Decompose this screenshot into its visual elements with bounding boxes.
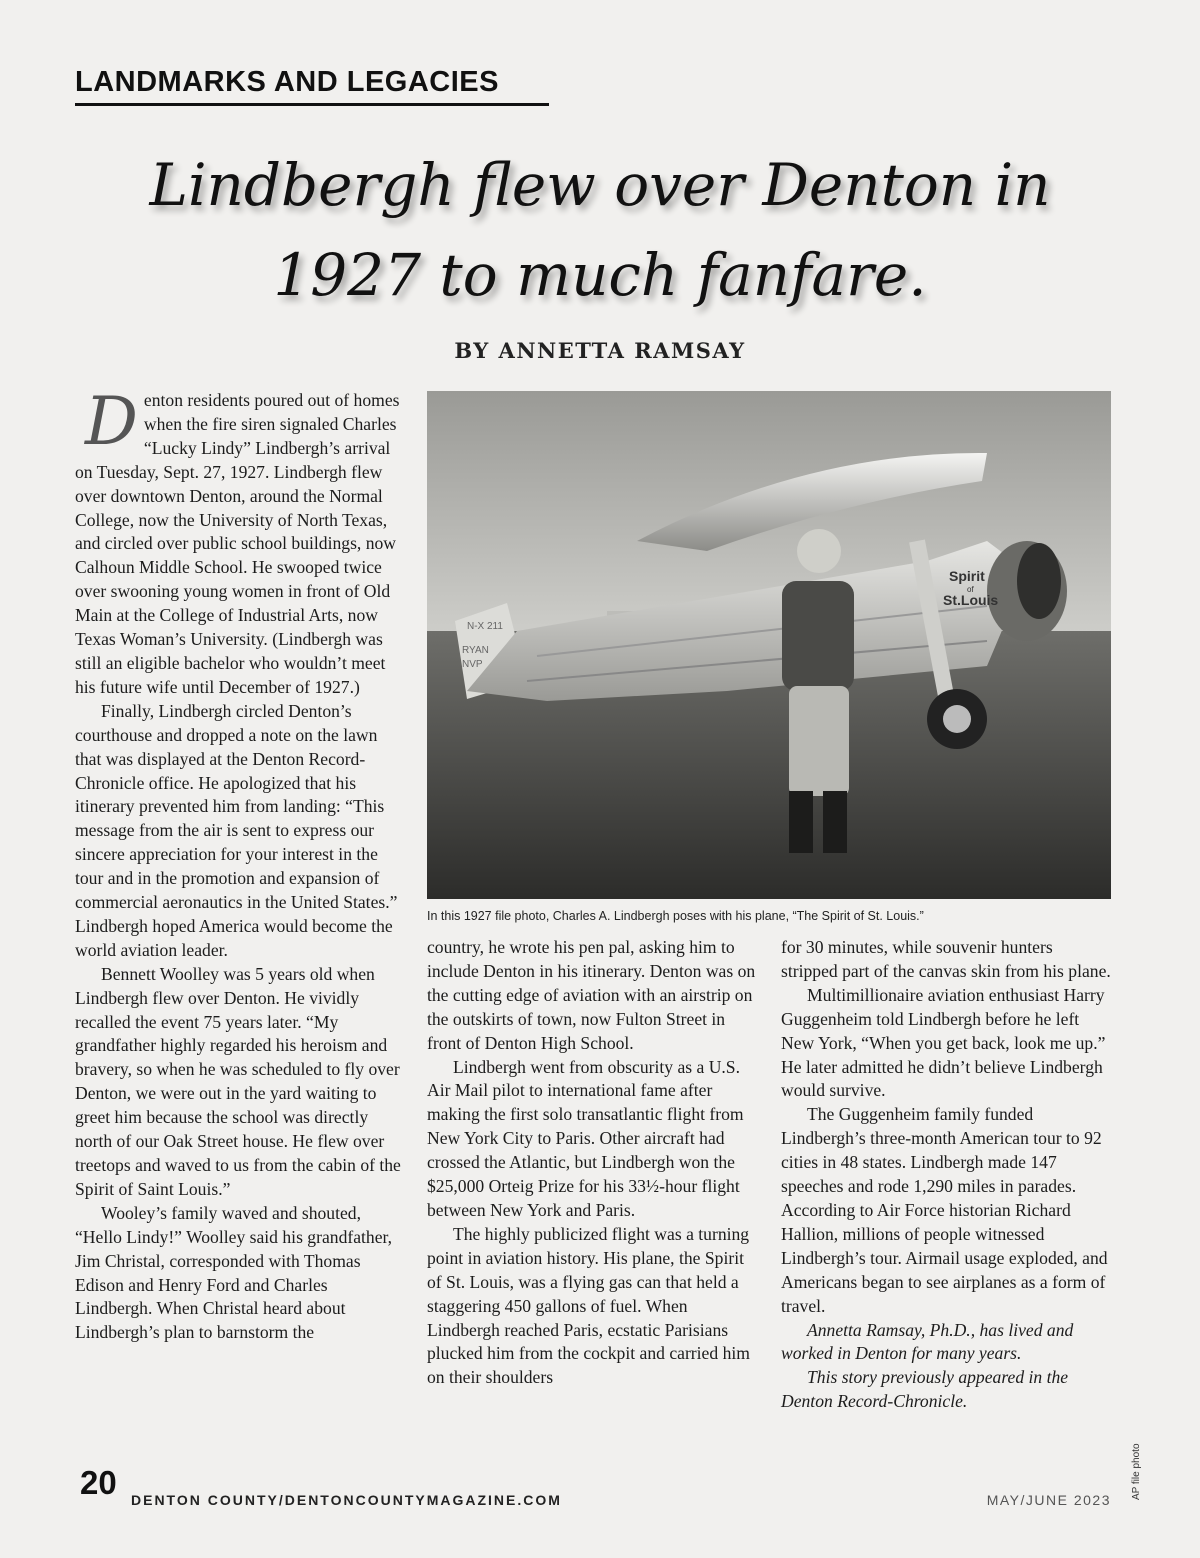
section-label: LANDMARKS AND LEGACIES bbox=[75, 66, 549, 106]
paragraph: Multimillionaire aviation enthusiast Harry Guggenheim told Lindbergh before he left New York, “When you get back, look me up.” He later admitted he didn’t believe Lindbergh would survive. bbox=[781, 984, 1106, 1101]
byline: BY ANNETTA RAMSAY bbox=[454, 338, 746, 363]
paragraph: Lindbergh went from obscurity as a U.S. Air Mail pilot to international fame after making the first solo transatlantic flight from New York City to Paris. Other aircraft had crossed the Atlantic, but Lindbergh won the $25,000 Orteig Prize for his 33½-hour flight between New York and Paris. bbox=[427, 1056, 744, 1220]
author-bio: Annetta Ramsay, Ph.D., has lived and worked in Denton for many years. bbox=[781, 1319, 1074, 1364]
paragraph: Finally, Lindbergh circled Denton’s courthouse and dropped a note on the lawn that was displayed at the Denton Record-Chronicle office. He apologized that his itinerary prevented him from landing: “This message from the air is sent to express our sincere appreciation for your interest in the tour and in the promotion and expansion of commercial aeronautics in the United States.” Lindbergh hoped America would become the world aviation leader. bbox=[75, 700, 398, 960]
photo-caption: In this 1927 file photo, Charles A. Lindbergh poses with his plane, “The Spirit of St. Louis.” bbox=[427, 909, 924, 923]
paragraph: The Guggenheim family funded Lindbergh’s three-month American tour to 92 cities in 48 states. Lindbergh made 147 speeches and rode 1,290 miles in parades. According to Air Force historian Richard Hallion, millions of people witnessed Lindbergh’s tour. Airmail usage exploded, and Americans began to see airplanes as a form of travel. bbox=[781, 1104, 1108, 1316]
headline-line-1: Lindbergh flew over Denton in bbox=[149, 151, 1051, 219]
reprint-note: This story previously appeared in the Denton Record-Chronicle. bbox=[781, 1367, 1069, 1412]
plane-photo-illustration bbox=[427, 391, 1111, 899]
page-number: 20 bbox=[80, 1464, 117, 1501]
drop-cap: D bbox=[85, 383, 138, 460]
headline-line-2: 1927 to much fanfare. bbox=[273, 241, 927, 309]
paragraph: for 30 minutes, while souvenir hunters stripped part of the canvas skin from his plane. bbox=[781, 937, 1111, 981]
article-column-3 bbox=[781, 936, 1113, 1414]
paragraph: Bennett Woolley was 5 years old when Lindbergh flew over Denton. He vividly recalled the event 75 years later. “My grandfather highly regarded his heroism and bravery, so when he was scheduled to fly over Denton, we were out in the yard waiting to greet him because the school was directly north of our Oak Street house. He flew over treetops and waved to us from the cabin of the Spirit of Saint Louis.” bbox=[75, 963, 401, 1199]
model-mark: NVP bbox=[462, 659, 483, 670]
headline bbox=[100, 140, 1100, 320]
paragraph: Wooley’s family waved and shouted, “Hello Lindy!” Woolley said his grandfather, Jim Christal, corresponded with Thomas Edison and Henry Ford and Charles Lindbergh. When Christal heard about Lindbergh’s plan to barnstorm the bbox=[75, 1202, 393, 1343]
nose-lettering-1: Spirit bbox=[949, 568, 985, 584]
paragraph: enton residents poured out of homes when the fire siren signaled Charles “Lucky Lindy” Lindbergh’s arrival on Tuesday, Sept. 27, 1927. Lindbergh flew over downtown Denton, around the Normal College, now the University of North Texas, and circled over public school buildings, now Calhoun Middle School. He swooped twice over swooning young women in front of Old Main at the College of Industrial Arts, now Texas Woman’s University. (Lindbergh was still an eligible bachelor who wouldn’t meet his future wife until December of 1927.) bbox=[75, 390, 400, 697]
photo-credit: AP file photo bbox=[1131, 1443, 1142, 1500]
issue-date: MAY/JUNE 2023 bbox=[986, 1492, 1111, 1508]
maker-mark: RYAN bbox=[462, 645, 489, 656]
article-column-2 bbox=[427, 936, 759, 1390]
nose-lettering-3: St.Louis bbox=[943, 592, 999, 608]
article-column-1 bbox=[75, 383, 407, 1345]
registration-mark: N-X 211 bbox=[467, 621, 503, 632]
paragraph: country, he wrote his pen pal, asking him to include Denton in his itinerary. Denton was on the cutting edge of aviation with an airstrip on the outskirts of town, now Fulton Street in front of Denton High School. bbox=[427, 937, 756, 1053]
publication-name: DENTON COUNTY/DENTONCOUNTYMAGAZINE.COM bbox=[131, 1492, 562, 1508]
lindbergh-photo bbox=[427, 391, 1111, 899]
nose-lettering-2: of bbox=[967, 585, 974, 594]
paragraph: The highly publicized flight was a turning point in aviation history. His plane, the Spirit of St. Louis, was a flying gas can that held a staggering 450 gallons of fuel. When Lindbergh reached Paris, ecstatic Parisians plucked him from the cockpit and carried him on their shoulders bbox=[427, 1223, 750, 1388]
